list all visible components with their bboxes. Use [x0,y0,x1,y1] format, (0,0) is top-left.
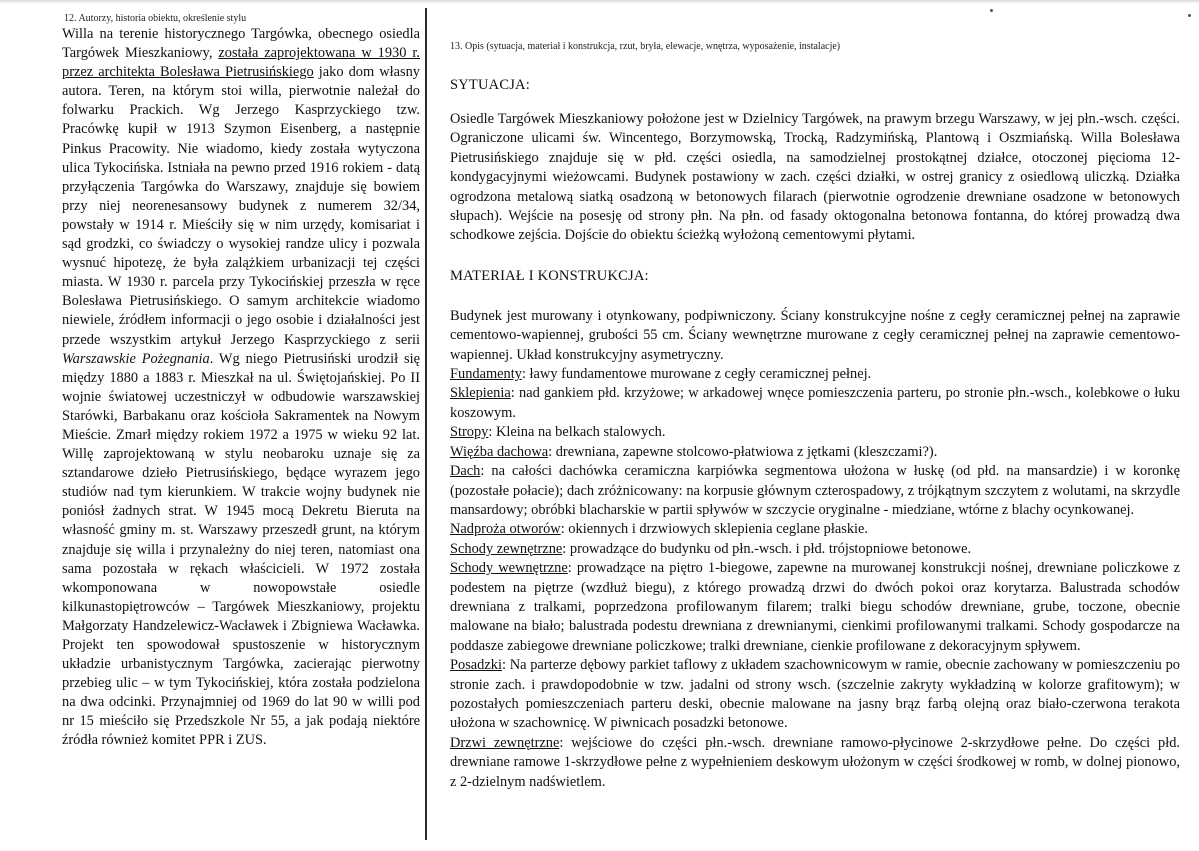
entry-key: Drzwi zewnętrzne [450,734,560,751]
entry-text: : okiennych i drzwiowych sklepienia ceglane płaskie. [560,521,869,538]
material-entry [450,520,1180,539]
history-text-underlined: została zaprojektowana w 1930 r. przez architekta Bolesława Pietrusińskiego [62,45,420,81]
entry-key: Więźba dachowa [450,443,549,460]
material-entry [450,462,1180,520]
material-entry [450,559,1180,656]
entry-text: : wejściowe do części płn.-wsch. drewniane ramowo-płycinowe 2-skrzydłowe pełne. Do części płd. drewniane ramowe 1-skrzydłowe pełne z wypełnieniem deskowym ułożonym w części środkowej w romb, w dolnej pionowo, z 2-dzielnym nadświetlem. [450,734,1181,790]
entry-text: : drewniana, zapewne stolcowo-płatwiowa z jętkami (kleszczami?). [548,443,938,460]
scan-edge [0,0,1199,4]
entry-text: : Kleina na belkach stalowych. [488,424,666,441]
entry-key: Schody zewnętrzne [450,540,563,557]
material-entry [450,423,1180,442]
history-text [48,25,420,751]
entry-text: : prowadzące do budynku od płn.-wsch. i płd. trójstopniowe betonowe. [562,540,972,557]
scan-speck [990,9,993,12]
entry-key: Sklepienia [450,385,511,402]
entry-key: Schody wewnętrzne [450,560,568,577]
history-text-italic: Warszawskie Pożegnania [62,350,210,367]
history-text-part: . Wg niego Pietrusiński urodził się między 1880 a 1883 r. Mieszkał na ul. Świętojańskiej. Po II wojnie światowej uczestniczył w odbudowie warszawskiej Starówki, Barbakanu oraz kościoła Sakramentek na Nowym Mieście. Zmarł między rokiem 1972 a 1975 w wieku 92 lat. Willę zaprojektowaną w stylu neobaroku uznaje się za sztandarowe dzieło Pietrusińskiego, będące wyrazem jego studiów nad tym kierunkiem. W trakcie wojny budynek nie poniósł żadnych strat. W 1945 mocą Dekretu Bieruta na własność gminy m. st. Warszawy przeszedł grunt, na którym znajduje się willa i przynależny do niej teren, natomiast ona sama pozostała w rękach właścicieli. W 1972 została wkomponowana w nowopowstałe osiedle kilkunastopiętrowców – Targówek Mieszkaniowy, projektu Małgorzaty Handzelewicz-Wacławek i Zbigniewa Wacławka. Projekt ten spowodował spustoszenie w historycznym układzie urbanistycznym Targówka, zacierając pierwotny przebieg ulic – w tym Tykocińskiej, która została podzielona na dwa odcinki. Przynajmniej od 1969 do lat 90 w willi pod nr 15 mieściło się Przedszkole Nr 55, a jak podają niektóre źródła również komitet PPR i ZUS. [62,350,420,749]
material-entry [450,384,1180,423]
material-entries [450,365,1180,792]
entry-text: : ławy fundamentowe murowane z cegły ceramicznej pełnej. [521,366,872,383]
entry-text: : Na parterze dębowy parkiet taflowy z układem szachownicowym w ramie, obecnie zachowany w pomieszczeniu po stronie zach. i prawdopodobnie w tzw. jadalni od strony wsch. (szczelnie zakryty wykładziną w kolorze grafitowym); w pozostałych pomieszczeniach parteru deski, obecnie malowane na jasny brąz farbą olejną oraz biało-czerwona terakota ułożona w szachownicę. W piwnicach posadzki betonowe. [450,657,1180,732]
entry-key: Stropy [450,424,489,441]
material-heading: MATERIAŁ I KONSTRUKCJA: [450,267,649,284]
entry-text: : na całości dachówka ceramiczna karpiówka segmentowa ułożona w łuskę (od płd. na mansardzie) i w koronkę (pozostałe połacie); dach zróżnicowany: na korpusie głównym czterospadowy, z trójkątnym szczytem z wolutami, na skrzydle mansardowy; obróbki blacharskie w partii spływów w szczycie oryginalne - miedziane, wtórne z blachy ocynkowanej. [450,463,1180,518]
description-column [450,40,1180,840]
entry-key: Posadzki [450,657,502,674]
entry-text: : prowadzące na piętro 1-biegowe, zapewne na murowanej konstrukcji nośnej, drewniane policzkowe z podestem na piętrze (wzdłuż biegu), z którego prowadzą drzwi do dwóch pokoi oraz korytarza. Balustrada schodów drewniana z tralkami, poprzedzona profilowanym filarem; tralki biegu schodów drewniane, grube, toczone, obecnie malowane na biało; balustrada podestu drewniana z drewnianymi, cienkimi profilowanymi tralkami. Schody gospodarcze na poddasze zabiegowe drewniane policzkowe; tralki drewniane, cienkie profilowane z dekoracyjnym spływem. [450,560,1180,654]
entry-key: Dach [450,463,481,480]
material-entry [450,656,1180,734]
material-entry [450,365,1180,384]
material-entry [450,540,1180,559]
entry-text: : nad gankiem płd. krzyżowe; w arkadowej wnęce pomieszczenia parteru, po stronie płn.-wsch., kolebkowe o łuku koszowym. [450,385,1180,421]
material-intro: Budynek jest murowany i otynkowany, podpiwniczony. Ściany konstrukcyjne nośne z cegły ceramicznej pełnej na zaprawie cementowo-wapiennej, grubości 55 cm. Ściany wewnętrzne murowane z cegły ceramicznej pełnej na zaprawie cementowo-wapiennej. Układ konstrukcyjny asymetryczny. [450,307,1180,363]
field-label-12: 12. Autorzy, historia obiektu, określenie stylu [64,13,247,24]
entry-key: Fundamenty [450,366,522,383]
scan-speck [1188,14,1191,17]
material-entry [450,443,1180,462]
history-column [48,12,420,844]
entry-key: Nadproża otworów [450,521,561,538]
column-divider [425,8,427,840]
situation-text: Osiedle Targówek Mieszkaniowy położone jest w Dzielnicy Targówek, na prawym brzegu Warszawy, w jej płn.-wsch. części. Ograniczone ulicami św. Wincentego, Borzymowską, Trocką, Radzymińską, Plantową i Oszmiańską. Willa Bolesława Pietrusińskiego znajduje się w płd. części osiedla, na samodzielnej prostokątnej działce, otoczonej pięcioma 12-kondygacyjnymi wieżowcami. Budynek postawiony w zach. części działki, w ostrej granicy z osiedlową uliczką. Działka ogrodzona metalową siatką osadzoną w betonowych filarach (pierwotnie ogrodzenie drewniane osadzone w betonowych słupach). Wejście na posesję od strony płn. Na płn. od fasady oktogonalna betonowa fontanna, do której prowadzą dwa schodkowe zejścia. Dojście do obiektu ścieżką wyłożoną cementowymi płytami. [450,111,1180,244]
situation-heading: SYTUACJA: [450,77,530,93]
field-label-13: 13. Opis (sytuacja, materiał i konstrukcja, rzut, bryła, elewacje, wnętrza, wyposażenie, instalacje) [450,41,841,52]
history-text-part: jako dom własny autora. Teren, na którym stoi willa, pierwotnie należał do folwarku Prackich. Wg Jerzego Kasprzyckiego tzw. Pracówkę kupił w 1913 Szymon Eisenberg, a następnie Pinkus Pracowity. Nie wiadomo, kiedy została wytyczona ulica Tykocińska. Istniała na pewno przed 1916 rokiem - datą przyłączenia Targówka do Warszawy, znajduje się bowiem przy niej neorenesansowy budynek z numerem 32/34, powstały w 1914 r. Mieściły się w nim urzędy, komisariat i sąd grodzki, co świadczy o wysokiej randze ulicy i pozwala wysnuć hipotezę, że była zalążkiem urbanizacji tej części miasta. W 1930 r. parcela przy Tykocińskiej przeszła w ręce Bolesława Pietrusińskiego. O samym architekcie wiadomo niewiele, źródłem informacji o jego osobie i działalności jest przede wszystkim artykuł Jerzego Kasprzyckiego z serii [62,64,420,348]
material-entry [450,734,1180,792]
history-text-part: Willa na terenie historycznego Targówka, obecnego osiedla Targówek Mieszkaniowy, [62,26,420,62]
